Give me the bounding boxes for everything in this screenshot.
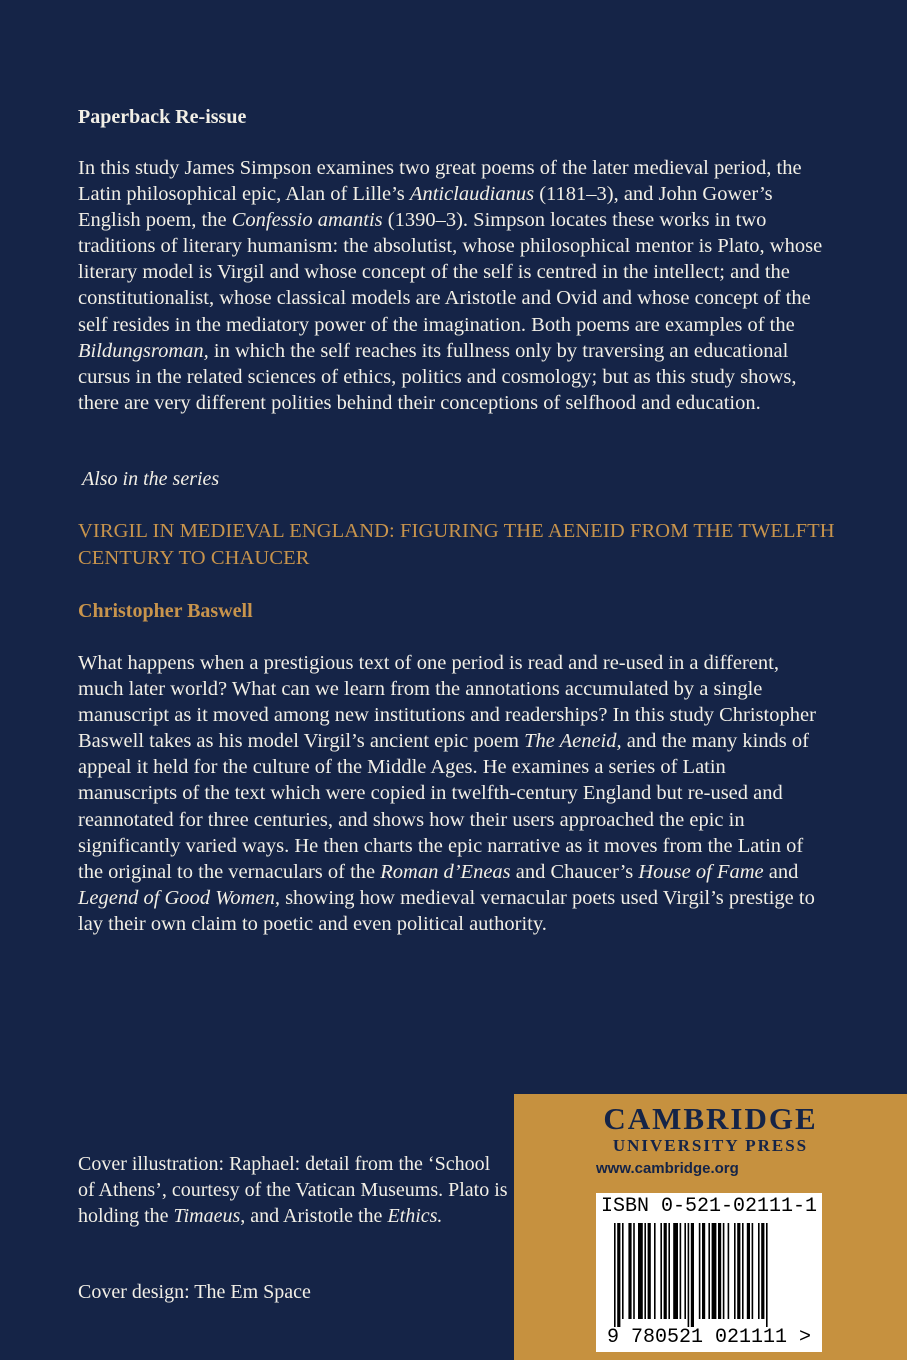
barcode-bar [747,1223,750,1319]
barcode-bar [660,1223,662,1319]
barcode-bar [617,1223,620,1327]
publisher-name: CAMBRIDGE [603,1101,818,1136]
barcode-bar [673,1223,678,1319]
barcode-bar [684,1223,686,1319]
barcode [596,1193,822,1352]
barcode-bar [758,1223,760,1319]
barcode-bar [668,1223,670,1319]
barcode-bar [708,1223,710,1319]
barcode-bar [699,1223,701,1319]
barcode-bar [622,1223,624,1319]
barcode-bar [728,1223,730,1319]
series-book-title: VIRGIL IN MEDIEVAL ENGLAND: FIGURING THE AENEID FROM THE TWELFTH CENTURY TO CHAUCER [78,520,835,569]
reissue-label: Paperback Re-issue [78,106,247,128]
barcode-bar [644,1223,646,1319]
cover-illustration-credit: Cover illustration: Raphael: detail from the ‘School of Athens’, courtesy of the Vatican Museums. Plato is holding the Timaeus, and Aristotle the Ethics. [78,1153,508,1227]
barcode-bar [654,1223,656,1319]
barcode-bar [761,1223,764,1319]
publisher-press: UNIVERSITY PRESS [612,1136,809,1155]
ean-text: 9 780521 021111 > [606,1326,812,1349]
barcode-bar [752,1223,754,1319]
barcode-bar [691,1223,694,1327]
barcode-bar [766,1223,768,1327]
barcode-bar [628,1223,631,1319]
barcode-bar [633,1223,635,1319]
barcode-bar [718,1223,721,1319]
book-description: In this study James Simpson examines two great poems of the later medieval period, the Latin philosophical epic, Alan of Lille’s Anticlaudianus (1181–3), and John Gower’s English poem, the Confessio amantis (1390–3). Simpson locates these works in two traditions of literary humanism: the absolutist, whose philosophical mentor is Plato, whose literary model is Virgil and whose concept of the self is centred in the intellect; and the constitutionalist, whose classical models are Aristotle and Ovid and whose concept of the self resides in the mediatory power of the imagination. Both poems are examples of the Bildungsroman, in which the self reaches its fullness only by traversing an educational cursus in the related sciences of ethics, politics and cosmology; but as this study shows, there are very different polities behind their conceptions of selfhood and education. [78,157,823,414]
barcode-bar [638,1223,643,1319]
barcode-bar [712,1223,717,1319]
also-in-series-label: Also in the series [82,468,220,490]
barcode-bars [606,1223,812,1327]
series-book-author: Christopher Baswell [78,600,253,622]
cover-design-credit: Cover design: The Em Space [78,1281,311,1303]
series-book-description: What happens when a prestigious text of one period is read and re-used in a different, much later world? What can we learn from the annotations accumulated by a single manuscript as it moved among new institutions and readerships? In this study Christopher Baswell takes as his model Virgil’s ancient epic poem The Aeneid, and the many kinds of appeal it held for the culture of the Middle Ages. He examines a series of Latin manuscripts of the text which were copied in twelfth-century England but re-used and reannotated for three centuries, and shows how their users approached the epic in significantly varied ways. He then charts the epic narrative as it moves from the Latin of the original to the vernaculars of the Roman d’Eneas and Chaucer’s House of Fame and Legend of Good Women, showing how medieval vernacular poets used Virgil’s prestige to lay their own claim to poetic and even political authority. [78,652,816,935]
barcode-bar [737,1223,740,1319]
barcode-bar [680,1223,682,1319]
barcode-bar [648,1223,651,1319]
barcode-bar [688,1223,690,1327]
barcode-bar [702,1223,705,1319]
barcode-bar [742,1223,744,1319]
publisher-box [514,1094,907,1360]
barcode-bar [664,1223,667,1319]
isbn-text: ISBN 0-521-02111-1 [600,1195,818,1218]
barcode-bar [734,1223,736,1319]
barcode-bar [614,1223,616,1327]
publisher-url: www.cambridge.org [596,1160,739,1177]
barcode-bar [723,1223,725,1319]
